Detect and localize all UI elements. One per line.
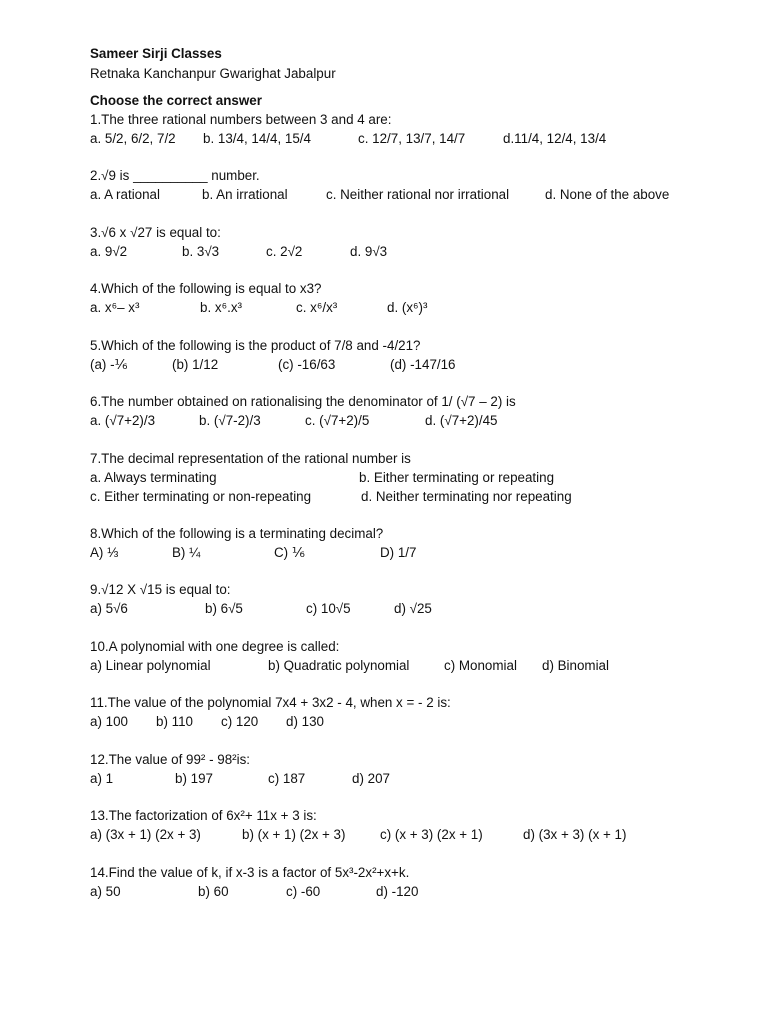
question-4-option-a: a. x⁶– x³ xyxy=(90,300,140,315)
question-12-option-a: a) 1 xyxy=(90,771,114,786)
question-11-option-c: c) 120 xyxy=(221,714,259,729)
question-1-option-a: a. 5/2, 6/2, 7/2 xyxy=(90,131,176,146)
question-13-option-c: c) (x + 3) (2x + 1) xyxy=(380,827,483,842)
question-2-options xyxy=(90,186,730,204)
question-11-option-a: a) 100 xyxy=(90,714,128,729)
question-12-option-d: d) 207 xyxy=(352,771,390,786)
question-12-options xyxy=(90,770,730,788)
question-9-option-d: d) √25 xyxy=(394,601,432,616)
question-10-option-d: d) Binomial xyxy=(542,658,609,673)
question-7-text: 7.The decimal representation of the rational number is xyxy=(90,451,411,466)
question-8-option-c: C) ⅙ xyxy=(274,545,305,560)
question-5-options xyxy=(90,356,730,374)
question-6-option-d: d. (√7+2)/45 xyxy=(425,413,498,428)
question-9-text: 9.√12 X √15 is equal to: xyxy=(90,582,231,597)
question-7-option-d: d. Neither terminating nor repeating xyxy=(361,489,572,504)
question-13-options xyxy=(90,826,730,844)
question-12-text: 12.The value of 99² - 98²is: xyxy=(90,752,251,767)
question-8-text: 8.Which of the following is a terminating decimal? xyxy=(90,526,384,541)
question-5-option-b: (b) 1/12 xyxy=(172,357,219,372)
question-1-option-d: d.11/4, 12/4, 13/4 xyxy=(503,131,607,146)
question-7-options xyxy=(90,488,730,506)
school-name: Sameer Sirji Classes xyxy=(90,46,222,61)
question-8-option-b: B) ¼ xyxy=(172,545,201,560)
question-4-option-c: c. x⁶/x³ xyxy=(296,300,338,315)
question-12-option-b: b) 197 xyxy=(175,771,213,786)
question-4-options xyxy=(90,299,730,317)
question-13-option-a: a) (3x + 1) (2x + 3) xyxy=(90,827,201,842)
question-1-text: 1.The three rational numbers between 3 and 4 are: xyxy=(90,112,392,127)
question-7-options xyxy=(90,469,730,487)
question-13-option-b: b) (x + 1) (2x + 3) xyxy=(242,827,346,842)
question-3-options xyxy=(90,243,730,261)
question-10-text: 10.A polynomial with one degree is called: xyxy=(90,639,340,654)
question-7-option-b: b. Either terminating or repeating xyxy=(359,470,555,485)
question-3-option-a: a. 9√2 xyxy=(90,244,128,259)
question-14-text: 14.Find the value of k, if x-3 is a factor of 5x³-2x²+x+k. xyxy=(90,865,410,880)
question-2-option-c: c. Neither rational nor irrational xyxy=(326,187,510,202)
question-6-option-a: a. (√7+2)/3 xyxy=(90,413,156,428)
section-instruction: Choose the correct answer xyxy=(90,93,262,108)
question-1-option-b: b. 13/4, 14/4, 15/4 xyxy=(203,131,311,146)
school-address: Retnaka Kanchanpur Gwarighat Jabalpur xyxy=(90,66,336,81)
question-3-text: 3.√6 x √27 is equal to: xyxy=(90,225,221,240)
question-2-text: 2.√9 is __________ number. xyxy=(90,168,260,183)
question-1-option-c: c. 12/7, 13/7, 14/7 xyxy=(358,131,466,146)
question-6-options xyxy=(90,412,730,430)
question-11-text: 11.The value of the polynomial 7x4 + 3x2 - 4, when x = - 2 is: xyxy=(90,695,451,710)
question-14-option-b: b) 60 xyxy=(198,884,229,899)
question-10-option-a: a) Linear polynomial xyxy=(90,658,211,673)
question-4-option-b: b. x⁶.x³ xyxy=(200,300,242,315)
question-11-option-d: d) 130 xyxy=(286,714,324,729)
question-14-option-d: d) -120 xyxy=(376,884,419,899)
question-14-option-a: a) 50 xyxy=(90,884,121,899)
question-14-option-c: c) -60 xyxy=(286,884,321,899)
question-6-text: 6.The number obtained on rationalising the denominator of 1/ (√7 – 2) is xyxy=(90,394,516,409)
question-3-option-d: d. 9√3 xyxy=(350,244,388,259)
question-11-option-b: b) 110 xyxy=(156,714,193,729)
question-6-option-c: c. (√7+2)/5 xyxy=(305,413,370,428)
question-10-options xyxy=(90,657,730,675)
question-9-option-a: a) 5√6 xyxy=(90,601,128,616)
question-13-text: 13.The factorization of 6x²+ 11x + 3 is: xyxy=(90,808,317,823)
question-13-option-d: d) (3x + 3) (x + 1) xyxy=(523,827,627,842)
question-12-option-c: c) 187 xyxy=(268,771,306,786)
question-2-option-a: a. A rational xyxy=(90,187,160,202)
question-1-options xyxy=(90,130,730,148)
question-8-option-d: D) 1/7 xyxy=(380,545,417,560)
question-4-option-d: d. (x⁶)³ xyxy=(387,300,428,315)
question-8-options xyxy=(90,544,730,562)
question-5-text: 5.Which of the following is the product of 7/8 and -4/21? xyxy=(90,338,421,353)
question-2-option-b: b. An irrational xyxy=(202,187,288,202)
question-7-option-a: a. Always terminating xyxy=(90,470,217,485)
question-3-option-b: b. 3√3 xyxy=(182,244,220,259)
question-10-option-c: c) Monomial xyxy=(444,658,517,673)
question-10-option-b: b) Quadratic polynomial xyxy=(268,658,410,673)
question-5-option-d: (d) -147/16 xyxy=(390,357,456,372)
question-14-options xyxy=(90,883,730,901)
question-9-option-b: b) 6√5 xyxy=(205,601,243,616)
question-9-option-c: c) 10√5 xyxy=(306,601,351,616)
question-5-option-c: (c) -16/63 xyxy=(278,357,336,372)
question-8-option-a: A) ⅓ xyxy=(90,545,119,560)
question-9-options xyxy=(90,600,730,618)
question-3-option-c: c. 2√2 xyxy=(266,244,303,259)
question-2-option-d: d. None of the above xyxy=(545,187,670,202)
question-6-option-b: b. (√7-2)/3 xyxy=(199,413,261,428)
question-5-option-a: (a) -⅙ xyxy=(90,357,128,372)
question-11-options xyxy=(90,713,730,731)
question-7-option-c: c. Either terminating or non-repeating xyxy=(90,489,312,504)
question-4-text: 4.Which of the following is equal to x3? xyxy=(90,281,322,296)
